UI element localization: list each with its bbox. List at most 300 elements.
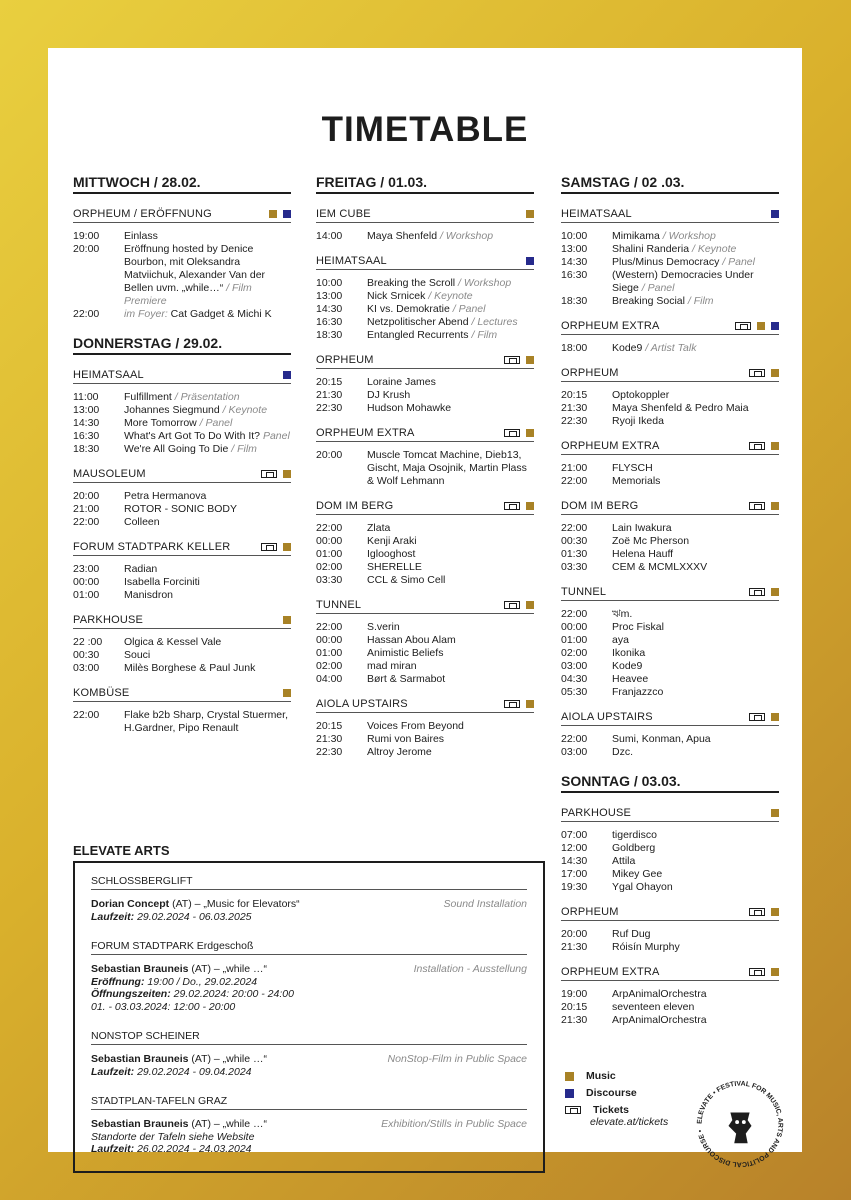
art-kind: Installation - Ausstellung — [413, 963, 527, 975]
venue-block — [73, 208, 291, 321]
act-name: Milès Borghese & Paul Junk — [124, 662, 256, 674]
time-label: 10:00 — [561, 230, 588, 242]
music-square-icon — [283, 470, 291, 478]
time-label: 21:30 — [316, 733, 343, 745]
day-heading: MITTWOCH / 28.02. — [73, 174, 291, 194]
venue-header — [73, 369, 291, 384]
ticket-icon[interactable] — [261, 543, 277, 551]
art-work — [91, 963, 267, 976]
art-detail — [91, 1143, 527, 1156]
act-cell — [612, 608, 779, 621]
time-label: 23:00 — [73, 563, 100, 575]
act-cell — [124, 243, 291, 308]
time-label: 20:15 — [561, 389, 588, 401]
art-entry — [91, 1095, 527, 1156]
legend-music-label: Music — [586, 1070, 616, 1082]
act-format: / Film — [228, 443, 257, 455]
art-work — [91, 1118, 267, 1131]
schedule-row — [316, 746, 534, 759]
venue-name: DOM IM BERG — [316, 500, 394, 512]
schedule-row — [316, 548, 534, 561]
music-square-icon — [526, 502, 534, 510]
act-name: Maya Shenfeld & Pedro Maia — [612, 402, 749, 414]
venue-block — [316, 500, 534, 587]
act-name: Helena Hauff — [612, 548, 674, 560]
schedule-row — [73, 404, 291, 417]
act-name: ArpAnimalOrchestra — [612, 988, 707, 1000]
time-label: 21:30 — [316, 389, 343, 401]
act-cell — [124, 430, 291, 443]
venue-block — [561, 711, 779, 759]
schedule-row — [73, 709, 291, 735]
act-name: Franjazzco — [612, 686, 664, 698]
venue-marks — [504, 429, 534, 437]
music-square-icon — [757, 322, 765, 330]
time-label: 01:00 — [316, 647, 343, 659]
art-title-line — [91, 1053, 527, 1066]
ticket-icon[interactable] — [504, 601, 520, 609]
act-cell — [367, 621, 534, 634]
schedule-row — [561, 988, 779, 1001]
act-cell — [612, 686, 779, 699]
ticket-icon[interactable] — [504, 700, 520, 708]
schedule-row — [73, 308, 291, 321]
day-heading: SONNTAG / 03.03. — [561, 773, 779, 793]
act-name: CCL & Simo Cell — [367, 574, 446, 586]
act-cell — [124, 563, 291, 576]
music-square-icon — [771, 809, 779, 817]
time-label: 00:00 — [316, 535, 343, 547]
venue-block — [316, 255, 534, 342]
act-name: Olgica & Kessel Vale — [124, 636, 222, 648]
venue-marks — [504, 601, 534, 609]
schedule-row — [561, 1001, 779, 1014]
elevate-logo — [692, 1076, 788, 1172]
schedule-row — [561, 535, 779, 548]
act-name: CEM & MCMLXXXV — [612, 561, 708, 573]
act-name: Animistic Beliefs — [367, 647, 444, 659]
time-label: 00:00 — [561, 621, 588, 633]
music-square-icon — [771, 908, 779, 916]
schedule-row — [316, 277, 534, 290]
schedule-row — [561, 295, 779, 308]
schedule-row — [316, 449, 534, 488]
act-format: / Workshop — [455, 277, 512, 289]
act-name: Altroy Jerome — [367, 746, 432, 758]
venue-name: ORPHEUM — [316, 354, 374, 366]
act-name: Voices From Beyond — [367, 720, 464, 732]
venue-header — [73, 614, 291, 629]
art-artist: Dorian Concept — [91, 898, 170, 910]
discourse-square-icon — [771, 322, 779, 330]
venue-header — [561, 320, 779, 335]
act-name: Memorials — [612, 475, 661, 487]
act-name: What's Art Got To Do With It? — [124, 430, 261, 442]
schedule-row — [561, 647, 779, 660]
schedule-row — [316, 290, 534, 303]
venue-marks — [261, 543, 291, 551]
act-cell — [612, 842, 779, 855]
act-cell — [367, 329, 534, 342]
venue-name: PARKHOUSE — [561, 807, 632, 819]
ticket-icon[interactable] — [749, 908, 765, 916]
ticket-icon[interactable] — [261, 470, 277, 478]
music-square-icon — [565, 1072, 574, 1081]
act-name: Kode9 — [612, 660, 643, 672]
venue-marks — [283, 371, 291, 379]
act-name: Sumi, Konman, Apua — [612, 733, 711, 745]
time-label: 20:00 — [73, 243, 100, 255]
act-cell — [124, 308, 291, 321]
act-cell — [367, 290, 534, 303]
column-3 — [561, 174, 779, 1039]
act-cell — [367, 522, 534, 535]
venue-header — [561, 586, 779, 601]
act-cell — [612, 548, 779, 561]
venue-name: TUNNEL — [316, 599, 362, 611]
time-label: 20:15 — [561, 1001, 588, 1013]
discourse-square-icon — [283, 210, 291, 218]
schedule-row — [561, 733, 779, 746]
venue-header — [73, 468, 291, 483]
act-name: Rumi von Baires — [367, 733, 445, 745]
act-cell — [612, 269, 779, 295]
venue-header — [561, 906, 779, 921]
schedule-row — [73, 417, 291, 430]
venue-block — [316, 599, 534, 686]
act-cell — [612, 1014, 779, 1027]
ticket-icon[interactable] — [504, 502, 520, 510]
act-format: / Panel — [638, 282, 675, 294]
act-name: tigerdisco — [612, 829, 657, 841]
time-label: 00:30 — [73, 649, 100, 661]
day-heading: FREITAG / 01.03. — [316, 174, 534, 194]
act-name: (Western) Democracies Under Siege — [612, 269, 754, 294]
act-format: / Artist Talk — [642, 342, 697, 354]
time-label: 14:30 — [561, 855, 588, 867]
art-kind: NonStop-Film in Public Space — [387, 1053, 527, 1065]
act-name: ঋm. — [612, 608, 633, 620]
venue-block — [561, 500, 779, 574]
ticket-icon[interactable] — [504, 356, 520, 364]
venue-marks — [526, 257, 534, 265]
time-label: 02:00 — [316, 561, 343, 573]
art-work-title: (AT) – „while …“ — [188, 1118, 268, 1130]
art-detail-text: Standorte der Tafeln siehe Website — [91, 1130, 255, 1143]
act-name: Goldberg — [612, 842, 656, 854]
time-label: 20:15 — [316, 376, 343, 388]
ticket-icon[interactable] — [735, 322, 751, 330]
music-square-icon — [283, 689, 291, 697]
venue-marks — [749, 588, 779, 596]
act-name: SHERELLE — [367, 561, 422, 573]
music-square-icon — [771, 968, 779, 976]
time-label: 12:00 — [561, 842, 588, 854]
act-name: ROTOR - SONIC BODY — [124, 503, 237, 515]
time-label: 22:30 — [316, 402, 343, 414]
art-detail-text: 26.02.2024 - 24.03.2024 — [134, 1143, 252, 1155]
time-label: 03:00 — [561, 660, 588, 672]
time-label: 19:00 — [561, 988, 588, 1000]
svg-text:ELEVATE • FESTIVAL FOR MUSIC,: ELEVATE • FESTIVAL FOR MUSIC, ARTS AND POLITICAL DISCOURSE • — [696, 1080, 784, 1168]
venue-header — [316, 599, 534, 614]
art-detail-label: Laufzeit: — [91, 910, 135, 923]
act-format: / Workshop — [437, 230, 494, 242]
schedule-row — [73, 503, 291, 516]
time-label: 00:00 — [73, 576, 100, 588]
schedule-row — [73, 589, 291, 602]
act-name: ArpAnimalOrchestra — [612, 1014, 707, 1026]
ticket-icon[interactable] — [749, 442, 765, 450]
music-square-icon — [526, 356, 534, 364]
music-square-icon — [526, 601, 534, 609]
venue-header — [316, 500, 534, 515]
act-format: / Film — [468, 329, 498, 341]
time-label: 01:00 — [316, 548, 343, 560]
time-label: 22:00 — [73, 709, 100, 721]
legend — [565, 1070, 668, 1128]
venue-name: IEM CUBE — [316, 208, 371, 220]
ticket-icon[interactable] — [504, 429, 520, 437]
act-name: Muscle Tomcat Machine, Dieb13, Gischt, Maja Osojnik, Martin Plass & Wolf Lehmann — [367, 449, 527, 487]
act-name: Plus/Minus Democracy — [612, 256, 720, 268]
act-cell — [612, 660, 779, 673]
art-artist: Sebastian Brauneis — [91, 963, 189, 975]
schedule-row — [561, 686, 779, 699]
art-work-title: (AT) – „while …“ — [188, 963, 268, 975]
act-name: Kode9 — [612, 342, 643, 354]
art-venue: FORUM STADTPARK Erdgeschoß — [91, 940, 527, 955]
act-format: Panel — [260, 430, 290, 442]
venue-marks — [283, 689, 291, 697]
schedule-row — [561, 608, 779, 621]
ticket-icon[interactable] — [749, 713, 765, 721]
venue-marks — [771, 210, 779, 218]
time-label: 05:30 — [561, 686, 588, 698]
act-cell — [124, 662, 291, 675]
venue-name: AIOLA UPSTAIRS — [316, 698, 408, 710]
act-cell — [612, 829, 779, 842]
time-label: 21:00 — [561, 462, 588, 474]
time-label: 22:00 — [561, 608, 588, 620]
schedule-row — [561, 230, 779, 243]
act-cell — [124, 404, 291, 417]
legend-tickets-label: Tickets — [593, 1104, 629, 1116]
venue-header — [561, 966, 779, 981]
art-work — [91, 1053, 267, 1066]
schedule-row — [561, 941, 779, 954]
venue-block — [73, 614, 291, 675]
venue-name: ORPHEUM — [561, 906, 619, 918]
venue-marks — [504, 502, 534, 510]
venue-marks — [269, 210, 291, 218]
venue-name: FORUM STADTPARK KELLER — [73, 541, 231, 553]
art-detail-label: Öffnungszeiten: — [91, 988, 171, 1000]
art-work — [91, 898, 300, 911]
art-kind: Sound Installation — [443, 898, 527, 910]
schedule-row — [561, 928, 779, 941]
time-label: 20:00 — [561, 928, 588, 940]
art-detail-label: Laufzeit: — [91, 1143, 135, 1155]
act-name: Entangled Recurrents — [367, 329, 469, 341]
ticket-icon[interactable] — [749, 588, 765, 596]
act-cell — [367, 720, 534, 733]
art-title-line — [91, 963, 527, 976]
art-artist: Sebastian Brauneis — [91, 1118, 189, 1130]
art-detail — [91, 988, 527, 1001]
art-kind: Exhibition/Stills in Public Space — [381, 1118, 527, 1130]
act-cell — [124, 516, 291, 529]
act-name: DJ Krush — [367, 389, 411, 401]
venue-block — [316, 427, 534, 488]
venue-header — [73, 208, 291, 223]
act-cell — [124, 589, 291, 602]
act-cell — [612, 746, 779, 759]
act-cell — [612, 535, 779, 548]
day-heading: SAMSTAG / 02 .03. — [561, 174, 779, 194]
act-format: / Präsentation — [171, 391, 240, 403]
venue-header — [316, 427, 534, 442]
venue-block — [316, 698, 534, 759]
time-label: 20:15 — [316, 720, 343, 732]
schedule-row — [561, 548, 779, 561]
time-label: 02:00 — [316, 660, 343, 672]
art-venue: NONSTOP SCHEINER — [91, 1030, 527, 1045]
act-name: FLYSCH — [612, 462, 653, 474]
time-label: 22:30 — [561, 415, 588, 427]
schedule-row — [561, 402, 779, 415]
time-label: 20:00 — [316, 449, 343, 461]
venue-name: ORPHEUM / ERÖFFNUNG — [73, 208, 212, 220]
venue-block — [561, 586, 779, 699]
schedule-row — [316, 329, 534, 342]
schedule-row — [316, 660, 534, 673]
art-title-line — [91, 898, 527, 911]
schedule-row — [316, 621, 534, 634]
day-heading: DONNERSTAG / 29.02. — [73, 335, 291, 355]
ticket-icon[interactable] — [749, 369, 765, 377]
time-label: 22:00 — [561, 733, 588, 745]
venue-name: ORPHEUM EXTRA — [561, 320, 660, 332]
tickets-link[interactable]: elevate.at/tickets — [590, 1116, 669, 1128]
venue-name: ORPHEUM — [561, 367, 619, 379]
ticket-icon[interactable] — [749, 968, 765, 976]
schedule-row — [316, 574, 534, 587]
ticket-icon[interactable] — [749, 502, 765, 510]
schedule-row — [561, 634, 779, 647]
schedule-row — [73, 243, 291, 308]
act-cell — [124, 636, 291, 649]
legend-music — [565, 1070, 668, 1082]
act-cell — [612, 522, 779, 535]
art-detail-text: 19:00 / Do., 29.02.2024 — [144, 975, 258, 988]
time-label: 00:30 — [561, 535, 588, 547]
act-cell — [612, 647, 779, 660]
arts-title: ELEVATE ARTS — [73, 843, 170, 858]
schedule-row — [561, 746, 779, 759]
act-cell — [612, 868, 779, 881]
venue-block — [73, 541, 291, 602]
discourse-square-icon — [283, 371, 291, 379]
time-label: 16:30 — [561, 269, 588, 281]
act-name: Optokoppler — [612, 389, 670, 401]
schedule-row — [561, 842, 779, 855]
act-cell — [367, 561, 534, 574]
schedule-row — [561, 561, 779, 574]
art-detail-label: Laufzeit: — [91, 1065, 135, 1078]
act-cell — [367, 389, 534, 402]
music-square-icon — [771, 588, 779, 596]
venue-block — [561, 966, 779, 1027]
music-square-icon — [283, 616, 291, 624]
time-label: 18:30 — [561, 295, 588, 307]
act-name: Zlata — [367, 522, 391, 534]
act-cell — [367, 660, 534, 673]
act-name: Ruf Dug — [612, 928, 651, 940]
act-format: / Workshop — [659, 230, 716, 242]
act-cell — [367, 733, 534, 746]
act-cell — [124, 391, 291, 404]
act-cell — [124, 230, 291, 243]
art-detail-text: 01. - 03.03.2024: 12:00 - 20:00 — [91, 1000, 236, 1013]
act-name: Lain Iwakura — [612, 522, 672, 534]
venue-marks — [504, 356, 534, 364]
act-cell — [367, 647, 534, 660]
act-name: Colleen — [124, 516, 160, 528]
act-name: Heavee — [612, 673, 649, 685]
act-format: / Film Premiere — [124, 282, 252, 307]
schedule-row — [316, 376, 534, 389]
act-name: mad miran — [367, 660, 417, 672]
act-name: Attila — [612, 855, 636, 867]
act-cell — [367, 449, 534, 488]
act-name: aya — [612, 634, 629, 646]
act-cell — [612, 881, 779, 894]
art-entry — [91, 940, 527, 1013]
column-2 — [316, 174, 534, 771]
time-label: 16:30 — [316, 316, 343, 328]
venue-marks — [749, 369, 779, 377]
act-prefix: im Foyer: — [124, 308, 168, 320]
time-label: 00:00 — [316, 634, 343, 646]
art-detail — [91, 1131, 527, 1144]
time-label: 03:30 — [316, 574, 343, 586]
venue-header — [316, 354, 534, 369]
art-detail — [91, 1001, 527, 1014]
act-name: Johannes Siegmund — [124, 404, 220, 416]
time-label: 21:30 — [561, 1014, 588, 1026]
column-1 — [73, 174, 291, 747]
venue-header — [316, 208, 534, 223]
act-cell — [612, 230, 779, 243]
act-cell — [124, 649, 291, 662]
act-name: Hudson Mohawke — [367, 402, 452, 414]
act-cell — [612, 402, 779, 415]
act-cell — [367, 574, 534, 587]
time-label: 14:30 — [316, 303, 343, 315]
art-detail — [91, 911, 527, 924]
venue-header — [73, 541, 291, 556]
venue-block — [561, 320, 779, 355]
act-format: / Panel — [196, 417, 233, 429]
schedule-row — [73, 563, 291, 576]
time-label: 21:00 — [73, 503, 100, 515]
act-name: Maya Shenfeld — [367, 230, 438, 242]
venue-name: HEIMATSAAL — [561, 208, 632, 220]
ticket-icon — [565, 1106, 581, 1114]
page-title: TIMETABLE — [321, 110, 529, 149]
act-format: / Panel — [449, 303, 486, 315]
